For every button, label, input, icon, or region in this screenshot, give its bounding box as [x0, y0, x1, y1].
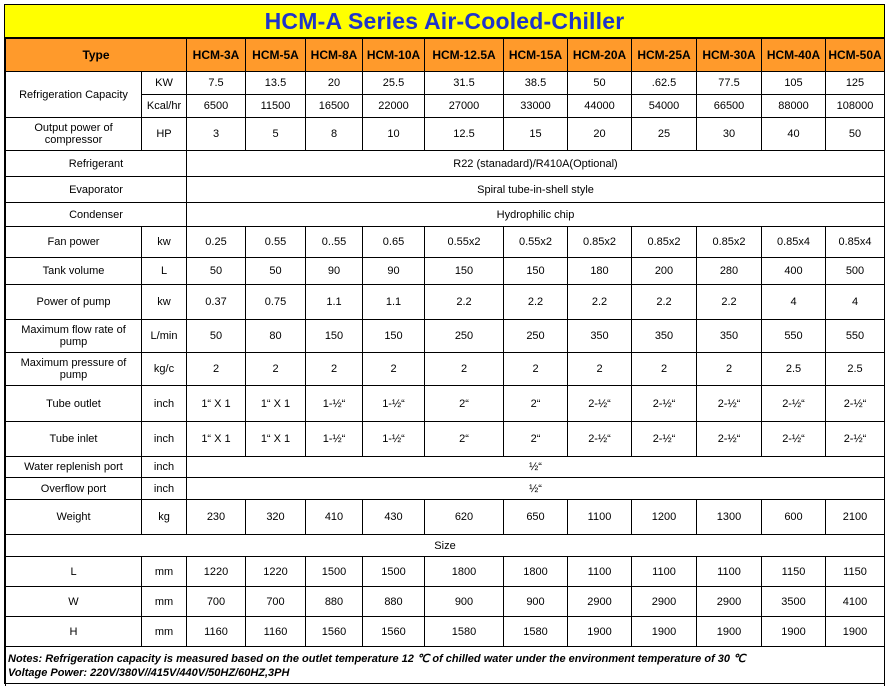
value-cell: 1900 [762, 617, 826, 647]
unit-cell: kg/c [142, 353, 187, 386]
value-cell: 31.5 [425, 72, 504, 95]
value-cell: 700 [187, 587, 246, 617]
value-cell: Hydrophilic chip [187, 203, 885, 227]
value-cell: 1900 [697, 617, 762, 647]
value-cell: 2.2 [504, 285, 568, 320]
value-cell: 125 [826, 72, 885, 95]
spec-sheet [4, 4, 885, 684]
value-cell: 2-½“ [826, 422, 885, 457]
value-cell: 2 [632, 353, 697, 386]
value-cell: 150 [504, 258, 568, 285]
model-header: HCM-40A [762, 39, 826, 72]
value-cell: 1500 [363, 557, 425, 587]
value-cell: R22 (stanadard)/R410A(Optional) [187, 151, 885, 177]
value-cell: 0.55x2 [504, 227, 568, 258]
value-cell: 11500 [246, 95, 306, 118]
value-cell: 80 [246, 320, 306, 353]
value-cell: 50 [187, 258, 246, 285]
value-cell: 1100 [568, 500, 632, 535]
model-header: HCM-3A [187, 39, 246, 72]
model-header: HCM-20A [568, 39, 632, 72]
value-cell: 22000 [363, 95, 425, 118]
row-label: H [6, 617, 142, 647]
value-cell: 1“ X 1 [246, 422, 306, 457]
value-cell: 250 [425, 320, 504, 353]
unit-cell: inch [142, 478, 187, 500]
value-cell: 77.5 [697, 72, 762, 95]
value-cell: 5 [246, 118, 306, 151]
value-cell: 25 [632, 118, 697, 151]
row-label: Tube outlet [6, 386, 142, 422]
unit-cell: HP [142, 118, 187, 151]
value-cell: 12.5 [425, 118, 504, 151]
value-cell: 1220 [246, 557, 306, 587]
value-cell: ½“ [187, 478, 885, 500]
value-cell: 1-½“ [306, 386, 363, 422]
value-cell: 2.2 [697, 285, 762, 320]
unit-cell: kw [142, 227, 187, 258]
unit-cell: kg [142, 500, 187, 535]
value-cell: 2 [504, 353, 568, 386]
value-cell: 1100 [568, 557, 632, 587]
value-cell: 2.5 [826, 353, 885, 386]
value-cell: 410 [306, 500, 363, 535]
notes-line-1: Notes: Refrigeration capacity is measured based on the outlet temperature 12 ℃ of chilled water under the environment temperature of 30 ℃ [8, 653, 746, 666]
value-cell: 550 [826, 320, 885, 353]
value-cell: 10 [363, 118, 425, 151]
value-cell: 1800 [504, 557, 568, 587]
value-cell: 1200 [632, 500, 697, 535]
value-cell: 2-½“ [632, 386, 697, 422]
pump-power-row [6, 285, 885, 320]
header-row [6, 39, 885, 72]
row-label: W [6, 587, 142, 617]
value-cell: 650 [504, 500, 568, 535]
spec-table [5, 38, 885, 686]
weight-row [6, 500, 885, 535]
value-cell: 33000 [504, 95, 568, 118]
value-cell: 2“ [425, 422, 504, 457]
row-label: Condenser [6, 203, 187, 227]
value-cell: 1300 [697, 500, 762, 535]
row-label: Output power of compressor [6, 118, 142, 151]
value-cell: 1220 [187, 557, 246, 587]
model-header: HCM-8A [306, 39, 363, 72]
value-cell: 50 [187, 320, 246, 353]
value-cell: 2“ [425, 386, 504, 422]
value-cell: 90 [363, 258, 425, 285]
value-cell: 0.37 [187, 285, 246, 320]
model-header: HCM-5A [246, 39, 306, 72]
unit-cell: mm [142, 617, 187, 647]
value-cell: 0.55 [246, 227, 306, 258]
value-cell: 44000 [568, 95, 632, 118]
value-cell: 150 [425, 258, 504, 285]
value-cell: 2 [306, 353, 363, 386]
water-replenish-row [6, 457, 885, 478]
value-cell: 0.25 [187, 227, 246, 258]
value-cell: 2-½“ [632, 422, 697, 457]
value-cell: 1100 [697, 557, 762, 587]
value-cell: 7.5 [187, 72, 246, 95]
row-label: Tube inlet [6, 422, 142, 457]
model-header: HCM-10A [363, 39, 425, 72]
row-label: Weight [6, 500, 142, 535]
value-cell: 280 [697, 258, 762, 285]
value-cell: 2-½“ [762, 386, 826, 422]
value-cell: ½“ [187, 457, 885, 478]
value-cell: 1.1 [363, 285, 425, 320]
value-cell: 0.65 [363, 227, 425, 258]
unit-cell: KW [142, 72, 187, 95]
unit-cell: Kcal/hr [142, 95, 187, 118]
value-cell: 1800 [425, 557, 504, 587]
dim-l-row [6, 557, 885, 587]
value-cell: 2 [363, 353, 425, 386]
value-cell: 2100 [826, 500, 885, 535]
model-header: HCM-15A [504, 39, 568, 72]
value-cell: 1“ X 1 [187, 386, 246, 422]
value-cell: 4100 [826, 587, 885, 617]
value-cell: 700 [246, 587, 306, 617]
row-label: Fan power [6, 227, 142, 258]
value-cell: 620 [425, 500, 504, 535]
value-cell: 600 [762, 500, 826, 535]
value-cell: 50 [826, 118, 885, 151]
value-cell: 0.85x4 [826, 227, 885, 258]
value-cell: 2-½“ [697, 386, 762, 422]
value-cell: 16500 [306, 95, 363, 118]
value-cell: 2“ [504, 386, 568, 422]
max-pressure-row [6, 353, 885, 386]
value-cell: 1150 [762, 557, 826, 587]
value-cell: 2900 [568, 587, 632, 617]
value-cell: 1580 [425, 617, 504, 647]
row-label: Refrigeration Capacity [6, 72, 142, 118]
value-cell: 900 [425, 587, 504, 617]
tank-volume-row [6, 258, 885, 285]
row-label: Power of pump [6, 285, 142, 320]
notes-row [6, 647, 885, 686]
model-header: HCM-25A [632, 39, 697, 72]
value-cell: 1“ X 1 [246, 386, 306, 422]
value-cell: 105 [762, 72, 826, 95]
value-cell: 0.85x4 [762, 227, 826, 258]
value-cell: 350 [568, 320, 632, 353]
row-label: L [6, 557, 142, 587]
value-cell: 2.2 [632, 285, 697, 320]
value-cell: 0..55 [306, 227, 363, 258]
value-cell: 150 [306, 320, 363, 353]
value-cell: 50 [568, 72, 632, 95]
value-cell: 150 [363, 320, 425, 353]
model-header: HCM-30A [697, 39, 762, 72]
value-cell: 1560 [363, 617, 425, 647]
unit-cell: mm [142, 587, 187, 617]
value-cell: 40 [762, 118, 826, 151]
value-cell: 0.85x2 [568, 227, 632, 258]
value-cell: 88000 [762, 95, 826, 118]
notes [6, 647, 885, 686]
unit-cell: L [142, 258, 187, 285]
model-header: HCM-50A [826, 39, 885, 72]
refrigeration-capacity-kw-row [6, 72, 885, 95]
value-cell: 2 [246, 353, 306, 386]
dim-w-row [6, 587, 885, 617]
value-cell: 350 [632, 320, 697, 353]
refrigerant-row [6, 151, 885, 177]
value-cell: 250 [504, 320, 568, 353]
value-cell: 90 [306, 258, 363, 285]
value-cell: 2“ [504, 422, 568, 457]
unit-cell: inch [142, 422, 187, 457]
value-cell: 1-½“ [363, 386, 425, 422]
value-cell: 2-½“ [568, 422, 632, 457]
value-cell: .62.5 [632, 72, 697, 95]
value-cell: 1900 [826, 617, 885, 647]
value-cell: 2-½“ [762, 422, 826, 457]
value-cell: 54000 [632, 95, 697, 118]
unit-cell: inch [142, 386, 187, 422]
value-cell: 2-½“ [826, 386, 885, 422]
value-cell: 550 [762, 320, 826, 353]
notes-line-2: Voltage Power: 220V/380V//415V/440V/50HZ/60HZ,3PH [8, 667, 290, 680]
value-cell: 1.1 [306, 285, 363, 320]
row-label: Overflow port [6, 478, 142, 500]
value-cell: 15 [504, 118, 568, 151]
unit-cell: mm [142, 557, 187, 587]
value-cell: 880 [306, 587, 363, 617]
value-cell: 38.5 [504, 72, 568, 95]
value-cell: 1900 [568, 617, 632, 647]
row-label: Maximum flow rate of pump [6, 320, 142, 353]
value-cell: Spiral tube-in-shell style [187, 177, 885, 203]
value-cell: 1100 [632, 557, 697, 587]
value-cell: 1150 [826, 557, 885, 587]
value-cell: 25.5 [363, 72, 425, 95]
value-cell: 50 [246, 258, 306, 285]
value-cell: 3500 [762, 587, 826, 617]
value-cell: 400 [762, 258, 826, 285]
size-row [6, 535, 885, 557]
row-label: Water replenish port [6, 457, 142, 478]
fan-power-row [6, 227, 885, 258]
value-cell: 13.5 [246, 72, 306, 95]
value-cell: 1500 [306, 557, 363, 587]
value-cell: 3 [187, 118, 246, 151]
type-header: Type [6, 39, 187, 72]
model-header: HCM-12.5A [425, 39, 504, 72]
value-cell: 1“ X 1 [187, 422, 246, 457]
value-cell: 2-½“ [697, 422, 762, 457]
evaporator-row [6, 177, 885, 203]
value-cell: 880 [363, 587, 425, 617]
overflow-row [6, 478, 885, 500]
tube-inlet-row [6, 422, 885, 457]
value-cell: 500 [826, 258, 885, 285]
value-cell: 4 [826, 285, 885, 320]
value-cell: 30 [697, 118, 762, 151]
unit-cell: L/min [142, 320, 187, 353]
value-cell: 2-½“ [568, 386, 632, 422]
value-cell: 27000 [425, 95, 504, 118]
value-cell: 0.75 [246, 285, 306, 320]
output-power-row [6, 118, 885, 151]
row-label: Maximum pressure of pump [6, 353, 142, 386]
value-cell: 1160 [187, 617, 246, 647]
row-label: Evaporator [6, 177, 187, 203]
value-cell: 2.2 [568, 285, 632, 320]
value-cell: 0.85x2 [697, 227, 762, 258]
value-cell: 2900 [632, 587, 697, 617]
max-flow-row [6, 320, 885, 353]
value-cell: 66500 [697, 95, 762, 118]
dim-h-row [6, 617, 885, 647]
value-cell: 4 [762, 285, 826, 320]
row-label: Refrigerant [6, 151, 187, 177]
unit-cell: inch [142, 457, 187, 478]
value-cell: 0.55x2 [425, 227, 504, 258]
value-cell: 1900 [632, 617, 697, 647]
title-bar [5, 5, 884, 38]
value-cell: 2 [697, 353, 762, 386]
value-cell: 20 [568, 118, 632, 151]
value-cell: 2.5 [762, 353, 826, 386]
value-cell: 1-½“ [363, 422, 425, 457]
value-cell: 2 [187, 353, 246, 386]
page-title: HCM-A Series Air-Cooled-Chiller [264, 7, 625, 34]
size-label: Size [6, 535, 885, 557]
value-cell: 2900 [697, 587, 762, 617]
condenser-row [6, 203, 885, 227]
value-cell: 1580 [504, 617, 568, 647]
tube-outlet-row [6, 386, 885, 422]
row-label: Tank volume [6, 258, 142, 285]
value-cell: 180 [568, 258, 632, 285]
value-cell: 20 [306, 72, 363, 95]
value-cell: 1160 [246, 617, 306, 647]
value-cell: 900 [504, 587, 568, 617]
value-cell: 1-½“ [306, 422, 363, 457]
value-cell: 108000 [826, 95, 885, 118]
value-cell: 320 [246, 500, 306, 535]
value-cell: 6500 [187, 95, 246, 118]
value-cell: 2.2 [425, 285, 504, 320]
value-cell: 430 [363, 500, 425, 535]
value-cell: 230 [187, 500, 246, 535]
value-cell: 350 [697, 320, 762, 353]
value-cell: 1560 [306, 617, 363, 647]
value-cell: 8 [306, 118, 363, 151]
value-cell: 2 [425, 353, 504, 386]
value-cell: 2 [568, 353, 632, 386]
value-cell: 200 [632, 258, 697, 285]
unit-cell: kw [142, 285, 187, 320]
value-cell: 0.85x2 [632, 227, 697, 258]
